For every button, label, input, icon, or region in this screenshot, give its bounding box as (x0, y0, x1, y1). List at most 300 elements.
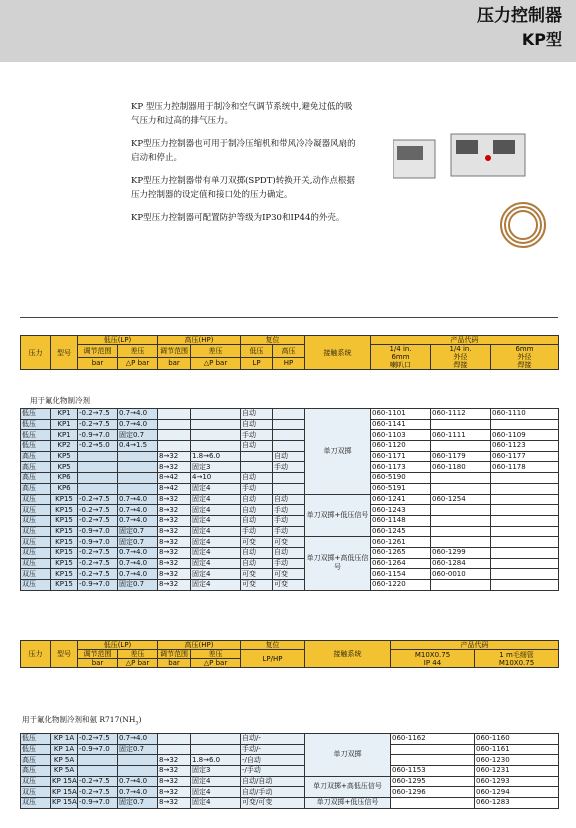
table-cell: 双压 (21, 547, 51, 558)
col-contact: 接触系统 (305, 336, 371, 370)
table-cell: 8→32 (158, 766, 191, 777)
col-code-m10: M10X0.75 IP 44 (391, 650, 475, 668)
table-cell: 自动 (241, 441, 273, 452)
table-cell: 8→42 (158, 473, 191, 484)
divider (20, 317, 558, 318)
table-cell: 固定0.7 (118, 744, 158, 755)
table-cell: 双压 (21, 798, 51, 809)
table-cell: 手动 (273, 558, 305, 569)
table-cell: 高压 (21, 483, 51, 494)
product-code: 060-1293 (475, 776, 559, 787)
product-code: 060-1220 (371, 580, 431, 591)
table-row (21, 547, 559, 558)
table-cell: 自动/手动 (241, 787, 305, 798)
contact-system: 单刀双掷+高低压信号 (305, 537, 371, 590)
product-code: 060-0010 (431, 569, 491, 580)
table-cell: 0.7→4.0 (118, 494, 158, 505)
col-hp: 高压(HP) (158, 641, 241, 650)
table-cell: -0.2→7.5 (78, 409, 118, 420)
product-code: 060-1178 (491, 462, 559, 473)
table-cell: -/自动 (241, 755, 305, 766)
col-diff: 差压 (191, 345, 241, 358)
product-code (491, 505, 559, 516)
table-cell (158, 744, 191, 755)
product-code: 060-1231 (475, 766, 559, 777)
product-code: 060-1171 (371, 451, 431, 462)
product-code: 060-5191 (371, 483, 431, 494)
table-row (21, 441, 559, 452)
contact-system: 单刀双掷+高低压信号 (305, 776, 391, 797)
table-cell: 0.7→4.0 (118, 776, 158, 787)
table-cell: 手动 (273, 462, 305, 473)
product-code: 060-1161 (475, 744, 559, 755)
table-cell: 固定4 (191, 787, 241, 798)
product-code (431, 537, 491, 548)
product-code (431, 419, 491, 430)
product-code: 060-1283 (475, 798, 559, 809)
table-cell: 8→32 (158, 515, 191, 526)
table-cell: KP 1A (51, 744, 78, 755)
table-cell: 低压 (21, 441, 51, 452)
product-code (391, 744, 475, 755)
product-code (491, 473, 559, 484)
table-cell: 自动 (241, 547, 273, 558)
table-cell: KP15 (51, 569, 78, 580)
product-code: 060-1148 (371, 515, 431, 526)
table-cell: KP 15A (52, 798, 77, 807)
table-cell (78, 483, 118, 494)
table-cell: -0.2→7.5 (78, 419, 118, 430)
table-row (21, 515, 559, 526)
product-code (491, 558, 559, 569)
table-cell: 自动/自动 (241, 776, 305, 787)
product-code (491, 515, 559, 526)
product-code (431, 483, 491, 494)
table-cell: 自动 (241, 558, 273, 569)
table-cell: 8→32 (158, 787, 191, 798)
product-code: 060-1296 (391, 787, 475, 798)
product-code (491, 537, 559, 548)
table-row (21, 505, 559, 516)
table-cell: 双压 (21, 569, 51, 580)
table-cell: 固定4 (191, 483, 241, 494)
table-cell: 自动 (241, 505, 273, 516)
table-row (21, 526, 559, 537)
contact-system: 单刀双掷 (305, 734, 391, 777)
table-cell: 低压 (21, 744, 51, 755)
col-range: 调节范围 (78, 345, 118, 358)
col-reset: 复位 (241, 641, 305, 650)
table-cell (78, 451, 118, 462)
unit-dp: △P bar (118, 357, 158, 370)
table-cell: 0.7→4.0 (118, 419, 158, 430)
product-code (491, 580, 559, 591)
table-cell: 固定3 (191, 766, 241, 777)
table-cell: 8→32 (158, 526, 191, 537)
table-cell: 8→32 (158, 580, 191, 591)
table-cell: 双压 (21, 787, 51, 798)
unit-hp: HP (273, 357, 305, 370)
col-range: 调节范围 (158, 650, 191, 659)
table-cell (118, 473, 158, 484)
table-cell: 0.7→4.0 (118, 734, 158, 745)
table-cell: 0.7→4.0 (118, 547, 158, 558)
table-cell: KP5 (51, 451, 78, 462)
col-hp: 高压(HP) (158, 336, 241, 345)
table-cell (118, 766, 158, 777)
table-cell: 8→32 (158, 505, 191, 516)
table-cell (273, 409, 305, 420)
contact-system: 单刀双掷 (305, 409, 371, 495)
table-cell: KP15 (51, 580, 78, 591)
table-cell (78, 755, 118, 766)
table-cell: -0.2→7.5 (78, 558, 118, 569)
product-code (431, 505, 491, 516)
table-cell: -/手动 (241, 766, 305, 777)
product-code: 060-1265 (371, 547, 431, 558)
table-cell: 双压 (21, 580, 51, 591)
product-code: 060-1162 (391, 734, 475, 745)
col-range: 调节范围 (158, 345, 191, 358)
product-code: 060-1101 (371, 409, 431, 420)
table-row (21, 744, 559, 755)
table-cell: KP15 (51, 547, 78, 558)
table-cell: KP1 (51, 430, 78, 441)
product-code (491, 419, 559, 430)
table-cell: -0.2→7.5 (78, 734, 118, 745)
product-code (391, 798, 475, 809)
product-code: 060-1254 (431, 494, 491, 505)
unit-dp: △P bar (118, 659, 158, 668)
table-cell (118, 483, 158, 494)
product-code: 060-1241 (371, 494, 431, 505)
table-cell: 可变 (241, 537, 273, 548)
product-code: 060-1160 (475, 734, 559, 745)
table-cell: 低压 (21, 409, 51, 420)
product-code: 060-1180 (431, 462, 491, 473)
table-cell: 低压 (21, 419, 51, 430)
table-cell: 固定0.7 (118, 430, 158, 441)
table-cell: 0.7→4.0 (118, 515, 158, 526)
product-code (491, 483, 559, 494)
page-header (0, 0, 576, 62)
table-cell: KP15 (51, 537, 78, 548)
table-row (21, 537, 559, 548)
table-cell (118, 462, 158, 473)
product-code: 060-1177 (491, 451, 559, 462)
col-lp: 低压(LP) (78, 641, 158, 650)
product-code: 060-1243 (371, 505, 431, 516)
product-image (393, 130, 563, 250)
col-reset: 复位 (241, 336, 305, 345)
table-cell: 自动 (241, 419, 273, 430)
table-cell: KP2 (51, 441, 78, 452)
table-cell: 双压 (21, 537, 51, 548)
table-cell: -0.2→7.5 (78, 505, 118, 516)
table-cell (191, 744, 241, 755)
table-row (21, 755, 559, 766)
unit-bar: bar (158, 659, 191, 668)
table-row (21, 462, 559, 473)
product-code: 060-1154 (371, 569, 431, 580)
table-cell: 固定4 (191, 526, 241, 537)
table-cell: 固定0.7 (118, 580, 158, 591)
table-cell: 双压 (21, 494, 51, 505)
product-code: 060-1120 (371, 441, 431, 452)
table-cell (158, 419, 191, 430)
page-subtitle: KP型 (521, 30, 562, 49)
table-cell: 1.8→6.0 (191, 451, 241, 462)
table-cell: 8→32 (158, 494, 191, 505)
table-cell: 高压 (21, 766, 51, 777)
table-cell: KP5 (51, 462, 78, 473)
table-cell (158, 734, 191, 745)
table-cell: 双压 (21, 505, 51, 516)
table-cell: -0.2→7.5 (78, 494, 118, 505)
unit-dp: △P bar (191, 357, 241, 370)
table-cell: -0.9→7.0 (78, 526, 118, 537)
table-cell: 固定4 (191, 569, 241, 580)
table-cell: 固定4 (191, 776, 241, 787)
table-cell: 1.8→6.0 (191, 755, 241, 766)
col-high: 高压 (273, 345, 305, 358)
table-cell: 8→32 (158, 755, 191, 766)
product-code (431, 580, 491, 591)
table-cell: 自动 (241, 409, 273, 420)
table-cell: 固定3 (191, 462, 241, 473)
table-cell: 固定4 (191, 547, 241, 558)
table-cell: 可变 (273, 580, 305, 591)
table-cell: 手动 (273, 505, 305, 516)
table-row (21, 473, 559, 484)
col-diff: 差压 (191, 650, 241, 659)
table-cell (118, 755, 158, 766)
table-fluorinated-body (20, 408, 559, 591)
table-cell (78, 766, 118, 777)
col-pressure: 压力 (21, 641, 51, 668)
unit-bar: bar (78, 659, 118, 668)
table-cell: -0.9→7.0 (78, 430, 118, 441)
table-cell: 可变/可变 (241, 798, 305, 809)
table-cell: 双压 (21, 776, 51, 787)
product-code: 060-1153 (391, 766, 475, 777)
table-cell: -0.2→5.0 (78, 441, 118, 452)
table-row (21, 483, 559, 494)
table-fluorinated (20, 335, 559, 370)
table-cell: 自动 (241, 515, 273, 526)
intro-text (131, 100, 359, 234)
col-code-capillary: 1 m毛细管 M10X0.75 (475, 650, 559, 668)
table-row (21, 569, 559, 580)
table-cell: 自动 (241, 494, 273, 505)
col-diff: 差压 (118, 345, 158, 358)
product-code: 060-1284 (431, 558, 491, 569)
table-row (21, 734, 559, 745)
table-cell (273, 430, 305, 441)
product-code (491, 569, 559, 580)
product-code: 060-1245 (371, 526, 431, 537)
table-row (21, 766, 559, 777)
table-cell: -0.2→7.5 (78, 547, 118, 558)
table-cell (191, 430, 241, 441)
table-row (21, 558, 559, 569)
table-cell: 固定0.7 (118, 798, 158, 809)
table-cell: 8→32 (158, 776, 191, 787)
table-cell: -0.9→7.0 (78, 580, 118, 591)
table-row (21, 430, 559, 441)
table-cell: 8→32 (158, 547, 191, 558)
col-contact: 接触系统 (305, 641, 391, 668)
product-code: 060-1123 (491, 441, 559, 452)
product-code: 060-1110 (491, 409, 559, 420)
product-code: 060-1295 (391, 776, 475, 787)
table-cell: 0.7→4.0 (118, 569, 158, 580)
product-code: 060-5190 (371, 473, 431, 484)
table-cell (191, 441, 241, 452)
table-cell: 8→32 (158, 798, 191, 809)
col-code-flare: 1/4 in. 6mm 喇叭口 (371, 345, 431, 370)
table-row (21, 451, 559, 462)
table-cell (118, 451, 158, 462)
product-code (431, 441, 491, 452)
col-code: 产品代码 (371, 336, 559, 345)
table-cell: 固定4 (191, 558, 241, 569)
table-cell: -0.2→7.5 (78, 776, 118, 787)
table-cell: 高压 (21, 755, 51, 766)
product-code: 060-1294 (475, 787, 559, 798)
col-range: 调节范围 (78, 650, 118, 659)
table-cell: KP15 (51, 526, 78, 537)
table-cell: 低压 (21, 430, 51, 441)
table-cell: KP15 (51, 505, 78, 516)
col-model: 型号 (51, 336, 78, 370)
product-code: 060-1230 (475, 755, 559, 766)
col-code-6mm: 6mm 外径 焊接 (491, 345, 559, 370)
product-code: 060-1109 (491, 430, 559, 441)
table-cell: 低压 (21, 734, 51, 745)
contact-system: 单刀双掷+低压信号 (305, 494, 371, 537)
table-row (21, 798, 559, 809)
table-cell: 可变 (273, 569, 305, 580)
section-title: 用于氟化物制冷剂 (30, 396, 90, 405)
unit-lp: LP (241, 357, 273, 370)
product-code: 060-1173 (371, 462, 431, 473)
table-cell: 固定4 (191, 505, 241, 516)
intro-paragraph: KP型压力控制器可配置防护等级为IP30和IP44的外壳。 (131, 213, 345, 223)
table-cell: 0.7→4.0 (118, 409, 158, 420)
table-cell: 固定4 (191, 537, 241, 548)
table-cell: KP15 (51, 494, 78, 505)
table-cell: 8→32 (158, 537, 191, 548)
table-cell: -0.2→7.5 (78, 787, 118, 798)
table-cell: 4→10 (191, 473, 241, 484)
table-cell: 手动/- (241, 744, 305, 755)
table-cell (273, 419, 305, 430)
table-cell: 0.7→4.0 (118, 787, 158, 798)
table-row (21, 776, 559, 787)
table-cell: KP6 (51, 473, 78, 484)
product-code: 060-1112 (431, 409, 491, 420)
table-cell: 手动 (273, 526, 305, 537)
table-row (21, 494, 559, 505)
table-cell: 手动 (273, 515, 305, 526)
table-cell: 固定0.7 (118, 537, 158, 548)
table-cell: KP 15A (52, 787, 77, 796)
table-cell: 手动 (241, 430, 273, 441)
table-cell: 可变 (241, 580, 273, 591)
page-title: 压力控制器 (477, 6, 562, 26)
col-code-solder: 1/4 in. 外径 焊接 (431, 345, 491, 370)
table-ammonia-body (20, 733, 559, 809)
table-cell: -0.9→7.0 (78, 798, 118, 809)
col-model: 型号 (51, 641, 78, 668)
table-cell: KP15 (51, 558, 78, 569)
table-cell: 自动/- (241, 734, 305, 745)
table-cell: 固定4 (191, 515, 241, 526)
table-cell: 可变 (241, 569, 273, 580)
table-row (21, 580, 559, 591)
table-cell: 自动 (241, 473, 273, 484)
product-code (431, 515, 491, 526)
table-cell: KP 5A (51, 755, 78, 766)
table-cell: 固定4 (191, 580, 241, 591)
product-code (391, 755, 475, 766)
table-cell: -0.2→7.5 (78, 569, 118, 580)
col-lp: 低压(LP) (78, 336, 158, 345)
table-cell (191, 409, 241, 420)
table-cell (241, 462, 273, 473)
table-cell: 自动 (273, 494, 305, 505)
table-cell: 自动 (273, 451, 305, 462)
col-diff: 差压 (118, 650, 158, 659)
table-cell (273, 483, 305, 494)
table-row (21, 787, 559, 798)
table-cell (78, 473, 118, 484)
product-code: 060-1264 (371, 558, 431, 569)
table-cell: 双压 (21, 515, 51, 526)
product-code: 060-1299 (431, 547, 491, 558)
col-low: 低压 (241, 345, 273, 358)
table-cell: 固定4 (191, 798, 241, 809)
table-cell: 8→32 (158, 558, 191, 569)
table-cell: KP6 (51, 483, 78, 494)
table-cell: KP1 (51, 409, 78, 420)
table-cell: 手动 (241, 483, 273, 494)
table-cell (273, 473, 305, 484)
table-cell (273, 441, 305, 452)
product-code: 060-1141 (371, 419, 431, 430)
unit-bar: bar (158, 357, 191, 370)
product-code (431, 473, 491, 484)
table-cell: 8→32 (158, 451, 191, 462)
table-cell: 0.4→1.5 (118, 441, 158, 452)
table-cell: KP 15A (52, 777, 77, 786)
table-cell (158, 430, 191, 441)
table-cell: 可变 (273, 537, 305, 548)
product-code: 060-1111 (431, 430, 491, 441)
intro-paragraph: KP型压力控制器也可用于制冷压缩机和带风冷冷凝器风扇的启动和停止。 (131, 139, 356, 163)
table-cell (241, 451, 273, 462)
table-ammonia (20, 640, 559, 668)
table-cell: 双压 (21, 526, 51, 537)
table-cell: 8→32 (158, 462, 191, 473)
table-cell: 8→32 (158, 569, 191, 580)
table-cell: -0.9→7.0 (78, 537, 118, 548)
product-code (491, 494, 559, 505)
table-row (21, 419, 559, 430)
table-cell (78, 462, 118, 473)
table-cell: 手动 (241, 526, 273, 537)
